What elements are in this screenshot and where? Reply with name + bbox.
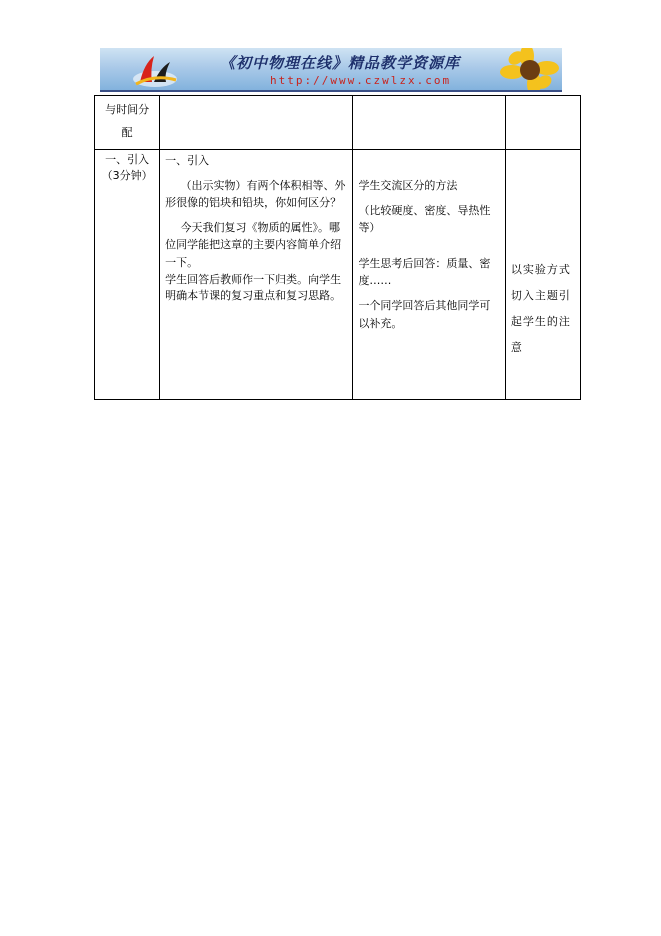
student-paragraph: 学生交流区分的方法 [358, 179, 458, 192]
banner-rule [100, 90, 562, 92]
stage-label: 一、引入 [105, 153, 150, 166]
header-cell-student [353, 96, 505, 150]
student-paragraph: （比较硬度、密度、导热性等） [358, 203, 491, 235]
table-header-row [95, 96, 581, 150]
lesson-plan-table [94, 95, 581, 400]
teacher-paragraph: 学生回答后教师作一下归类。向学生明确本节课的复习重点和复习思路。 [165, 272, 342, 302]
student-paragraph: 学生思考后回答：质量、密度…… [358, 256, 491, 288]
design-note: 以实验方式切入主题引起学生的注意 [510, 263, 571, 354]
banner-title: 《初中物理在线》精品教学资源库 [220, 54, 461, 72]
teacher-paragraph: （出示实物）有两个体积相等、外形很像的铝块和铅块，你如何区分？ [165, 178, 346, 210]
site-logo-icon [130, 52, 180, 90]
sunflower-icon [472, 48, 562, 92]
banner-url: http://www.czwlzx.com [270, 74, 452, 87]
teacher-paragraph: 今天我们复习《物质的属性》。哪位同学能把这章的主要内容简单介绍一下。 [165, 220, 342, 269]
student-activity-cell [353, 150, 505, 400]
header-cell-design [505, 96, 580, 150]
student-paragraph: 一个同学回答后其他同学可以补充。 [358, 298, 491, 330]
design-intent-cell [505, 150, 580, 400]
header-cell-time: 与时间分配 [95, 96, 160, 150]
header-cell-teacher [160, 96, 353, 150]
stage-cell [95, 150, 160, 400]
teacher-heading: 一、引入 [165, 154, 210, 167]
stage-duration: （3分钟） [101, 168, 153, 182]
table-row [95, 150, 581, 400]
teacher-activity-cell [160, 150, 353, 400]
header-banner [100, 48, 562, 92]
